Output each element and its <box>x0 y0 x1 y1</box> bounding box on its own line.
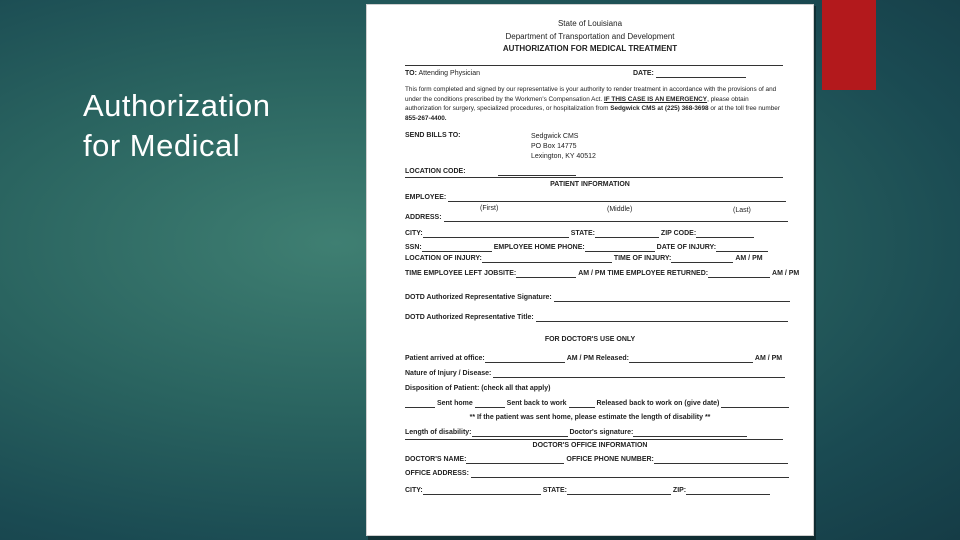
released-work-date[interactable] <box>721 400 789 408</box>
divider <box>405 177 783 178</box>
location-injury-field[interactable] <box>482 255 612 263</box>
office-city-state-zip-line <box>405 486 770 495</box>
form-heading: AUTHORIZATION FOR MEDICAL TREATMENT <box>502 44 678 53</box>
doctor-name-phone-line <box>405 455 788 464</box>
time-injury-field[interactable] <box>671 255 733 263</box>
employee-label: EMPLOYEE: <box>405 194 447 201</box>
to-line <box>405 69 480 78</box>
doctor-sig-field[interactable] <box>633 429 747 437</box>
bill-city: Lexington, KY 40512 <box>531 153 596 160</box>
intro-text-2: , please obtain authorization for surgery, specialized procedures, or hospitalization from <box>405 95 749 113</box>
rep-signature-line <box>405 293 790 302</box>
sent-work-label: Sent back to work <box>506 400 567 407</box>
jobsite-time-line <box>405 269 799 278</box>
intro-text-3: or at the toll free number <box>708 105 780 113</box>
date-injury-label: DATE OF INJURY: <box>656 244 717 251</box>
ssn-phone-date-line <box>405 243 768 252</box>
length-label: Length of disability: <box>405 429 472 436</box>
length-field[interactable] <box>472 429 568 437</box>
first-label: (First) <box>480 205 499 212</box>
time-returned-label: AM / PM TIME EMPLOYEE RETURNED: <box>578 270 709 277</box>
time-returned-ampm: AM / PM <box>772 270 800 277</box>
office-address-line <box>405 469 789 478</box>
intro-text-1: This form completed and signed by our representative is your authority to render treatment in accordance with the provisions of and under the conditions prescribed by the Workmen's Compensation Act. <box>405 86 777 103</box>
length-signature-line <box>405 428 747 437</box>
office-city-field[interactable] <box>423 487 541 495</box>
time-injury-ampm: AM / PM <box>735 255 763 262</box>
home-phone-field[interactable] <box>585 244 655 252</box>
time-injury-label: TIME OF INJURY: <box>613 255 672 262</box>
last-label: (Last) <box>733 207 751 214</box>
rep-title-field[interactable] <box>536 314 788 322</box>
location-code-field[interactable] <box>498 168 576 176</box>
city-label: CITY: <box>405 230 423 237</box>
released-label: AM / PM Released: <box>566 355 629 362</box>
arrived-released-line <box>405 354 782 363</box>
slide-title <box>83 86 353 166</box>
released-field[interactable] <box>629 355 753 363</box>
released-work-check[interactable] <box>569 400 595 408</box>
intro-sedgwick: Sedgwick CMS at (225) 368-3698 <box>610 105 709 113</box>
accent-bar <box>822 0 876 90</box>
disposition-options <box>405 399 789 408</box>
zip-label: ZIP CODE: <box>660 230 697 237</box>
office-city-label: CITY: <box>405 487 423 494</box>
slide-title-line-2: for Medical <box>83 128 241 163</box>
state-field[interactable] <box>595 230 659 238</box>
address-label: ADDRESS: <box>405 214 442 221</box>
office-zip-field[interactable] <box>686 487 770 495</box>
rep-signature-label: DOTD Authorized Representative Signature: <box>405 294 552 301</box>
address-line <box>405 213 788 222</box>
patient-info-header: PATIENT INFORMATION <box>550 181 630 188</box>
doctor-use-header: FOR DOCTOR'S USE ONLY <box>544 336 636 343</box>
rep-title-line <box>405 313 788 322</box>
doctor-sig-label: Doctor's signature: <box>569 429 634 436</box>
home-phone-label: EMPLOYEE HOME PHONE: <box>493 244 585 251</box>
doctor-name-field[interactable] <box>466 456 564 464</box>
location-code-label: LOCATION CODE: <box>405 168 466 175</box>
office-address-field[interactable] <box>471 470 789 478</box>
form-state: State of Louisiana <box>557 19 623 28</box>
office-phone-field[interactable] <box>654 456 788 464</box>
sent-home-label: Sent home <box>436 400 473 407</box>
office-address-label: OFFICE ADDRESS: <box>405 470 469 477</box>
arrived-field[interactable] <box>485 355 565 363</box>
employee-field[interactable] <box>448 194 786 202</box>
slide-title-line-1: Authorization <box>83 88 271 123</box>
ssn-field[interactable] <box>422 244 492 252</box>
intro-tollfree: 855-267-4400. <box>405 114 447 122</box>
released-work-label: Released back to work on (give date) <box>596 400 720 407</box>
ssn-label: SSN: <box>405 244 422 251</box>
arrived-label: Patient arrived at office: <box>405 355 485 362</box>
zip-field[interactable] <box>696 230 754 238</box>
bill-po: PO Box 14775 <box>531 143 577 150</box>
time-returned-field[interactable] <box>708 270 770 278</box>
sent-work-field[interactable] <box>475 400 505 408</box>
divider <box>405 65 783 66</box>
date-line <box>633 69 746 78</box>
sent-home-field[interactable] <box>405 400 435 408</box>
location-injury-label: LOCATION OF INJURY: <box>405 255 482 262</box>
nature-label: Nature of Injury / Disease: <box>405 370 492 377</box>
estimate-note: ** If the patient was sent home, please estimate the length of disability ** <box>469 414 711 421</box>
location-time-injury-line <box>405 254 763 263</box>
released-ampm: AM / PM <box>754 355 783 362</box>
office-state-label: STATE: <box>542 487 567 494</box>
middle-label: (Middle) <box>607 206 633 213</box>
office-info-header: DOCTOR'S OFFICE INFORMATION <box>532 442 648 449</box>
location-code-line <box>405 167 576 176</box>
date-injury-field[interactable] <box>716 244 768 252</box>
office-phone-label: OFFICE PHONE NUMBER: <box>566 456 654 463</box>
office-zip-label: ZIP: <box>672 487 687 494</box>
doctor-name-label: DOCTOR'S NAME: <box>405 456 467 463</box>
employee-line <box>405 193 786 202</box>
time-left-field[interactable] <box>516 270 576 278</box>
send-bills-label: SEND BILLS TO: <box>405 132 461 139</box>
divider <box>405 439 783 440</box>
intro-paragraph <box>405 85 785 123</box>
bill-name: Sedgwick CMS <box>531 133 579 140</box>
form-department: Department of Transportation and Development <box>505 32 675 41</box>
state-label: STATE: <box>570 230 595 237</box>
nature-line <box>405 369 785 378</box>
address-field[interactable] <box>444 214 788 222</box>
city-field[interactable] <box>423 230 569 238</box>
to-label: TO: <box>405 70 417 77</box>
to-value: Attending Physician <box>418 70 480 77</box>
date-label: DATE: <box>633 70 654 77</box>
nature-field[interactable] <box>493 370 785 378</box>
rep-title-label: DOTD Authorized Representative Title: <box>405 314 534 321</box>
rep-signature-field[interactable] <box>554 294 790 302</box>
disposition-label: Disposition of Patient: (check all that apply) <box>405 385 551 392</box>
office-state-field[interactable] <box>567 487 671 495</box>
form-document <box>366 4 814 536</box>
date-field[interactable] <box>656 70 746 78</box>
time-left-label: TIME EMPLOYEE LEFT JOBSITE: <box>405 270 517 277</box>
intro-emergency: IF THIS CASE IS AN EMERGENCY <box>603 95 708 103</box>
city-state-zip-line <box>405 229 754 238</box>
